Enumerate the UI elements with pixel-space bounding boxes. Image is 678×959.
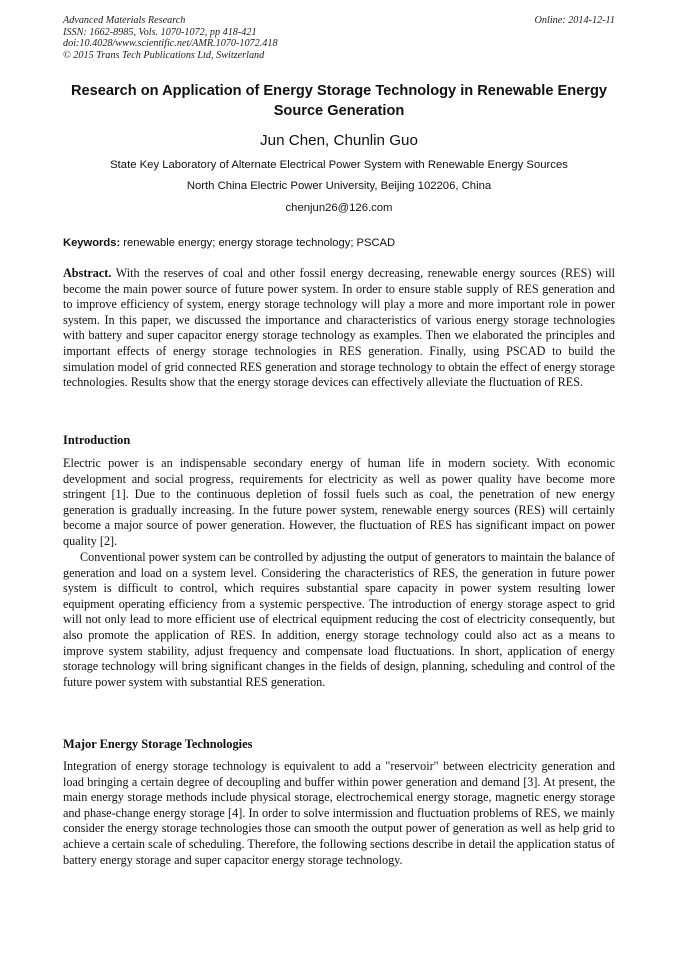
doi-line: doi:10.4028/www.scientific.net/AMR.1070-1072.418 [63,38,278,50]
affiliation-line-2: North China Electric Power University, Beijing 102206, China [186,180,492,192]
paper-title: Research on Application of Energy Storage Technology in Renewable Energy Source Generation [70,83,608,119]
abstract-label: Abstract. [63,266,112,280]
issn-line: ISSN: 1662-8985, Vols. 1070-1072, pp 418-421 [63,26,257,38]
journal-name: Advanced Materials Research [63,15,186,26]
keywords-text: renewable energy; energy storage technology; PSCAD [120,237,396,249]
keywords [63,236,615,250]
section-heading-major-energy-storage: Major Energy Storage Technologies [63,737,253,751]
introduction-paragraph-2: Conventional power system can be controlled by adjusting the output of generators to maintain the balance of generation and load on a system level. Considering the characteristics of RES, the generation in future power system is difficult to control, which requires substantial spare capacity in power system resulting lower equipment operating efficiency from a systemic perspective. The introduction of energy storage aspect to grid will not only lead to more efficient use of electrical equipment reducing the cost of electricity consequently, but also promote the application of RES. In addition, energy storage technology could also act as a means to improve system stability, adjust frequency and compensate load fluctuations. In short, application of energy storage technology will bring significant changes in the fields of design, planning, scheduling and control of the future power system with substantial RES generation. [63,550,615,689]
major-storage-paragraph-1: Integration of energy storage technology is equivalent to add a "reservoir" between electricity generation and load bringing a certain degree of decoupling and buffer within power generation and demand [3]. At present, the main energy storage methods include physical storage, electrochemical energy storage, magnetic energy storage and phase-change energy storage [4]. In order to solve intermission and fluctuation problems of RES, we mainly consider the energy storage technologies those can smooth the output power of generation as well as help grid to achieve a certain scale of scheduling. Therefore, the following sections describe in detail the application status of battery energy storage and super capacitor energy storage technology. [63,759,615,867]
keywords-label: Keywords: [63,237,121,249]
introduction-paragraph-1: Electric power is an indispensable secondary energy of human life in modern society. With economic development and social progress, requirements for electricity as well as power quality have become more stringent [1]. Due to the continuous depletion of fossil fuels such as coal, the penetration of new energy generation is gradually increasing. In the future power system, renewable energy sources (RES) will certainly become a major source of power generation. However, the fluctuation of RES has significant impact on power quality [2]. [63,456,615,548]
section-heading-introduction: Introduction [63,433,131,447]
author-email: chenjun26@126.com [285,202,393,214]
copyright-line: © 2015 Trans Tech Publications Ltd, Switzerland [63,49,265,61]
online-date: Online: 2014-12-11 [534,15,615,26]
journal-header [63,15,615,61]
authors: Jun Chen, Chunlin Guo [260,132,418,149]
abstract [63,266,615,391]
abstract-text: With the reserves of coal and other fossil energy decreasing, renewable energy sources (RES) will become the main power source of future power system. In order to ensure stable supply of RES generation and to improve efficiency of system, energy storage technology will play a more and more important role in power system. In this paper, we discussed the importance and characteristics of various energy storage technologies with battery and super capacitor energy storage technology as examples. Then we elaborated the principles and important effects of energy storage technologies in RES generation. Finally, using PSCAD to build the simulation model of grid connected RES generation and storage technology to obtain the effect of energy storage technologies. Results show that the energy storage devices can effectively alleviate the fluctuation of RES. [63,266,615,390]
affiliation-line-1: State Key Laboratory of Alternate Electrical Power System with Renewable Energy Sources [110,159,568,171]
